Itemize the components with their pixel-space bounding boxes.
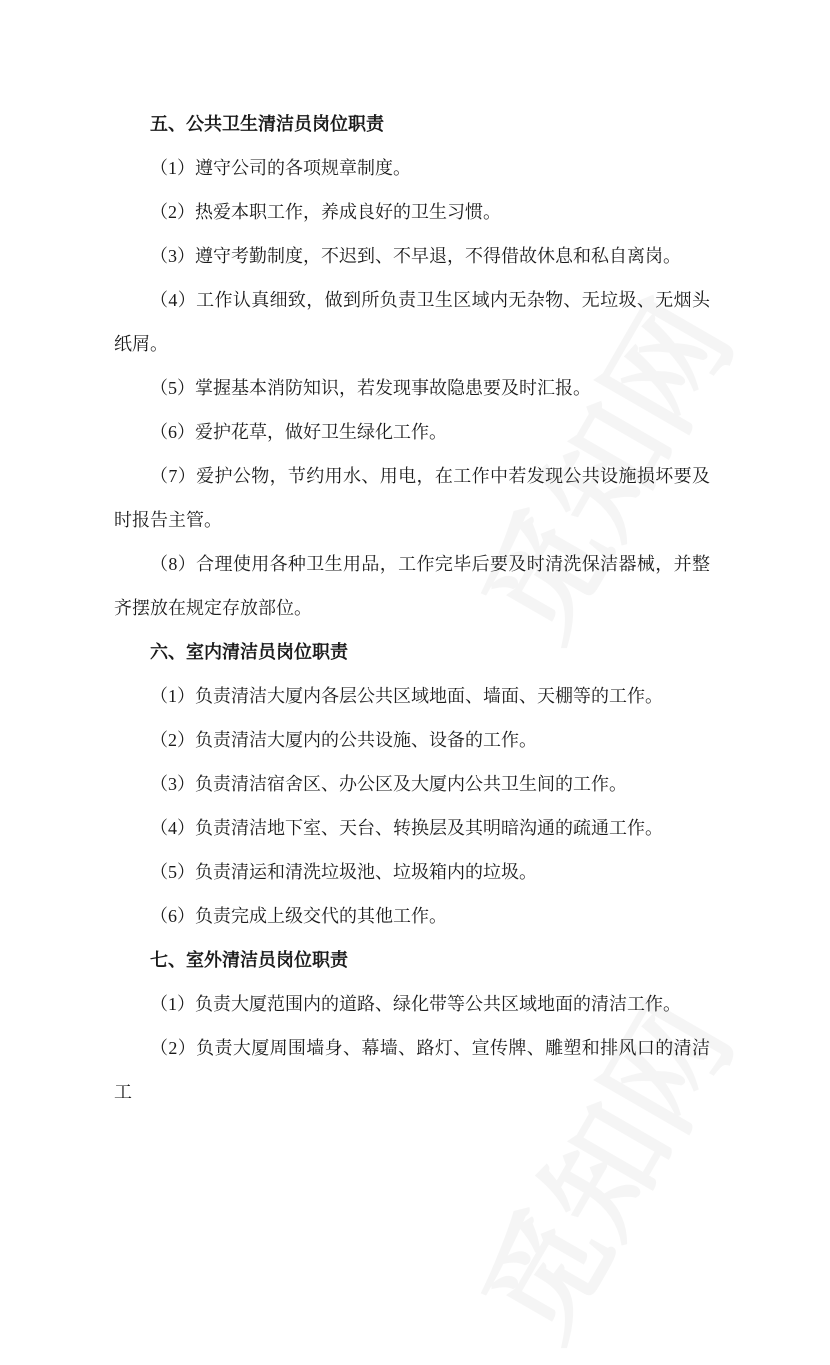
duty-item: （1）负责清洁大厦内各层公共区域地面、墙面、天棚等的工作。 — [150, 686, 663, 706]
duty-item: （1）负责大厦范围内的道路、绿化带等公共区域地面的清洁工作。 — [150, 994, 681, 1014]
duty-item: （2）负责清洁大厦内的公共设施、设备的工作。 — [150, 730, 537, 750]
duty-item: （2）负责大厦周围墙身、幕墙、路灯、宣传牌、雕塑和排风口的清洁工 — [114, 1038, 710, 1102]
duty-item: （1）遵守公司的各项规章制度。 — [150, 158, 411, 178]
duty-item: （3）遵守考勤制度，不迟到、不早退，不得借故休息和私自离岗。 — [150, 246, 681, 266]
duty-item: （6）负责完成上级交代的其他工作。 — [150, 906, 447, 926]
duty-item: （8）合理使用各种卫生用品，工作完毕后要及时清洗保洁器械，并整齐摆放在规定存放部位。 — [114, 554, 710, 618]
duty-item: （3）负责清洁宿舍区、办公区及大厦内公共卫生间的工作。 — [150, 774, 627, 794]
duty-item: （5）负责清运和清洗垃圾池、垃圾箱内的垃圾。 — [150, 862, 537, 882]
document-page — [114, 102, 710, 1114]
duty-item: （4）工作认真细致，做到所负责卫生区域内无杂物、无垃圾、无烟头纸屑。 — [114, 290, 710, 354]
section-heading: 五、公共卫生清洁员岗位职责 — [150, 114, 384, 134]
duty-item: （2）热爱本职工作，养成良好的卫生习惯。 — [150, 202, 501, 222]
duty-item: （4）负责清洁地下室、天台、转换层及其明暗沟通的疏通工作。 — [150, 818, 663, 838]
duty-item: （5）掌握基本消防知识，若发现事故隐患要及时汇报。 — [150, 378, 591, 398]
section-heading: 七、室外清洁员岗位职责 — [150, 950, 348, 970]
duty-item: （7）爱护公物，节约用水、用电，在工作中若发现公共设施损坏要及时报告主管。 — [114, 466, 710, 530]
section-heading: 六、室内清洁员岗位职责 — [150, 642, 348, 662]
duty-item: （6）爱护花草，做好卫生绿化工作。 — [150, 422, 447, 442]
